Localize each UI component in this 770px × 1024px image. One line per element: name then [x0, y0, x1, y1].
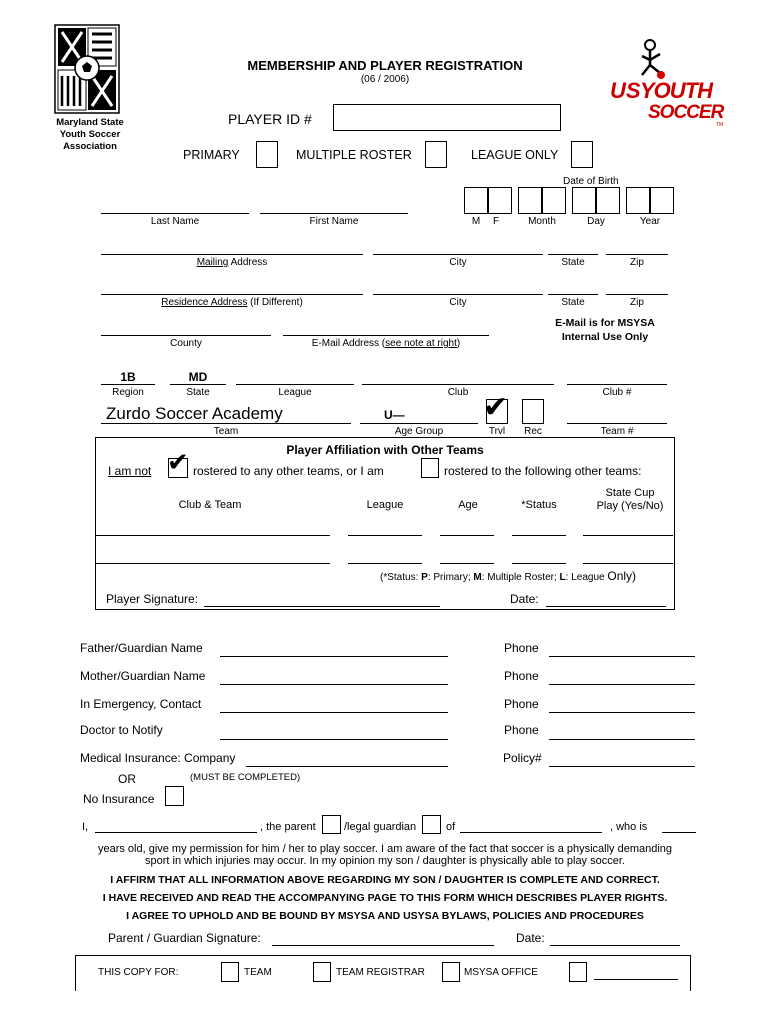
- day-label: Day: [587, 216, 605, 227]
- father-field[interactable]: [220, 656, 448, 657]
- must-complete-label: (MUST BE COMPLETED): [190, 772, 301, 783]
- doctor-phone-label: Phone: [504, 723, 539, 737]
- mailing-zip-label: Zip: [630, 257, 644, 268]
- affiliation-row2-status[interactable]: [512, 563, 566, 564]
- residence-city-field[interactable]: [373, 294, 543, 295]
- us-youth-soccer-logo: [608, 38, 728, 132]
- club-number-label: Club #: [602, 387, 632, 398]
- consent-legal-guardian: /legal guardian: [344, 821, 417, 833]
- no-insurance-label: No Insurance: [83, 792, 155, 806]
- residence-zip-field[interactable]: [606, 294, 668, 295]
- gender-f-box[interactable]: [488, 187, 512, 214]
- residence-city-label: City: [449, 297, 467, 308]
- m-label: M: [471, 216, 481, 227]
- player-signature-label: Player Signature:: [106, 592, 199, 606]
- rostered-any-label: rostered to any other teams, or I am: [193, 464, 384, 478]
- mailing-address-field[interactable]: [101, 254, 363, 255]
- state-field[interactable]: [170, 384, 226, 385]
- email-label: E-Mail Address (see note at right): [311, 338, 461, 349]
- residence-state-field[interactable]: [548, 294, 598, 295]
- policy-label: Policy#: [503, 751, 542, 765]
- emergency-phone-label: Phone: [504, 697, 539, 711]
- logo-us: US: [610, 78, 641, 103]
- copy-registrar-label: TEAM REGISTRAR: [336, 967, 425, 978]
- consent-i: I,: [82, 821, 89, 833]
- dob-year-box-2[interactable]: [650, 187, 674, 214]
- multiple-roster-checkbox[interactable]: [425, 141, 447, 168]
- age-group-field[interactable]: [360, 423, 478, 424]
- consent-of: of: [446, 821, 456, 833]
- logo-youth: YOUTH: [640, 78, 712, 103]
- age-group-label: Age Group: [394, 426, 444, 437]
- copy-team-label: TEAM: [244, 967, 272, 978]
- affiliation-title: Player Affiliation with Other Teams: [286, 443, 484, 457]
- col-age: Age: [458, 499, 478, 511]
- league-only-checkbox[interactable]: [571, 141, 593, 168]
- org-name-line2: Youth Soccer: [59, 129, 121, 140]
- league-label: League: [278, 387, 312, 398]
- month-label: Month: [528, 216, 556, 227]
- no-insurance-checkbox[interactable]: [165, 786, 184, 806]
- affiliation-row2-league[interactable]: [348, 563, 422, 564]
- league-field[interactable]: [236, 384, 354, 385]
- player-signature-field[interactable]: [204, 606, 440, 607]
- i-am-not-label: I am not: [108, 464, 152, 478]
- travel-label: Trvl: [488, 426, 506, 437]
- org-name-line3: Association: [63, 141, 117, 152]
- father-label: Father/Guardian Name: [80, 641, 203, 655]
- affiliation-row1-club[interactable]: [96, 535, 330, 536]
- consent-paragraph: years old, give my permission for him / her to play soccer. I am aware of the fact that soccer is a physically demanding sport in which injuries may occur. In my opinion my son / daughter is physically able to play soccer.: [97, 843, 673, 867]
- player-date-field[interactable]: [546, 606, 666, 607]
- multiple-roster-label: MULTIPLE ROSTER: [296, 148, 412, 162]
- rostered-following-label: rostered to the following other teams:: [444, 464, 642, 478]
- club-label: Club: [447, 387, 469, 398]
- affiliation-row2-age[interactable]: [440, 563, 494, 564]
- copy-team-checkbox[interactable]: [221, 962, 239, 982]
- region-field[interactable]: [101, 384, 155, 385]
- mailing-city-field[interactable]: [373, 254, 543, 255]
- rec-label: Rec: [524, 426, 542, 437]
- team-value: Zurdo Soccer Academy: [106, 404, 283, 423]
- dob-day-box-2[interactable]: [596, 187, 620, 214]
- state-value: MD: [188, 370, 208, 384]
- form-date: (06 / 2006): [360, 74, 410, 85]
- rostered-following-checkbox[interactable]: [421, 458, 439, 478]
- league-only-label: LEAGUE ONLY: [471, 148, 559, 162]
- copy-registrar-checkbox[interactable]: [313, 962, 331, 982]
- affiliation-row1-age[interactable]: [440, 535, 494, 536]
- emergency-field[interactable]: [220, 712, 448, 713]
- team-field[interactable]: [101, 423, 351, 424]
- doctor-field[interactable]: [220, 739, 448, 740]
- parent-date-label: Date:: [516, 931, 545, 945]
- affiliation-row1-league[interactable]: [348, 535, 422, 536]
- dob-month-box-2[interactable]: [542, 187, 566, 214]
- mother-phone-field[interactable]: [549, 684, 695, 685]
- team-number-label: Team #: [600, 426, 634, 437]
- dob-month-box-1[interactable]: [518, 187, 542, 214]
- col-club-team: Club & Team: [178, 499, 242, 511]
- col-league: League: [366, 499, 404, 511]
- mailing-address-label: Mailing Address: [196, 257, 268, 268]
- primary-checkbox[interactable]: [256, 141, 278, 168]
- parent-date-field[interactable]: [550, 945, 680, 946]
- last-name-field[interactable]: [101, 213, 249, 214]
- travel-check-icon: ✔: [483, 390, 509, 425]
- state-label: State: [186, 387, 210, 398]
- doctor-label: Doctor to Notify: [80, 723, 163, 737]
- copy-other-checkbox[interactable]: [569, 962, 587, 982]
- mailing-state-label: State: [561, 257, 585, 268]
- status-legend: (*Status: P: Primary; M: Multiple Roster; L: League Only): [380, 569, 637, 583]
- first-name-field[interactable]: [260, 213, 408, 214]
- first-name-label: First Name: [309, 216, 359, 227]
- county-field[interactable]: [101, 335, 271, 336]
- player-id-field[interactable]: [333, 104, 561, 131]
- mother-field[interactable]: [220, 684, 448, 685]
- father-phone-label: Phone: [504, 641, 539, 655]
- consent-age-field[interactable]: [662, 832, 696, 833]
- mailing-city-label: City: [449, 257, 467, 268]
- logo-soccer: SOCCER: [648, 102, 724, 123]
- county-label: County: [170, 338, 202, 349]
- region-label: Region: [112, 387, 144, 398]
- copy-for-label: THIS COPY FOR:: [98, 967, 179, 978]
- team-number-field[interactable]: [567, 423, 667, 424]
- player-id-label: PLAYER ID #: [228, 111, 312, 127]
- col-state-cup: State Cup Play (Yes/No): [596, 487, 664, 512]
- last-name-label: Last Name: [150, 216, 200, 227]
- parent-checkbox[interactable]: [322, 815, 341, 834]
- emergency-label: In Emergency, Contact: [80, 697, 202, 711]
- or-label: OR: [118, 772, 136, 786]
- email-field[interactable]: [283, 335, 489, 336]
- parent-signature-field[interactable]: [272, 945, 494, 946]
- mother-label: Mother/Guardian Name: [80, 669, 206, 683]
- doctor-phone-field[interactable]: [549, 739, 695, 740]
- email-note: E-Mail is for MSYSA Internal Use Only: [555, 317, 655, 343]
- copy-office-checkbox[interactable]: [442, 962, 460, 982]
- affirmation-block: I AFFIRM THAT ALL INFORMATION ABOVE REGARDING MY SON / DAUGHTER IS COMPLETE AND CORRECT. I HAVE RECEIVED AND READ THE ACCOMPANYING PAGE TO THIS FORM WHICH DESCRIBES PLAYER RIGHTS. I AGREE TO UPHOLD AND BE BOUND BY MSYSA AND USYSA BYLAWS, POLICIES AND PROCEDURES: [102, 874, 668, 922]
- copy-other-field[interactable]: [594, 979, 678, 980]
- policy-field[interactable]: [549, 766, 695, 767]
- form-title: MEMBERSHIP AND PLAYER REGISTRATION: [247, 58, 523, 73]
- msysa-logo: [54, 24, 120, 114]
- dob-label: Date of Birth: [563, 176, 619, 187]
- residence-state-label: State: [561, 297, 585, 308]
- f-label: F: [492, 216, 500, 227]
- mailing-zip-field[interactable]: [606, 254, 668, 255]
- region-value: 1B: [120, 370, 136, 384]
- affiliation-row1-cup[interactable]: [583, 535, 673, 536]
- col-status: *Status: [521, 499, 557, 511]
- legal-guardian-checkbox[interactable]: [422, 815, 441, 834]
- consent-the-parent: , the parent: [260, 821, 316, 833]
- residence-address-field[interactable]: [101, 294, 363, 295]
- year-label: Year: [639, 216, 661, 227]
- consent-who-is: , who is: [610, 821, 648, 833]
- residence-address-label: Residence Address (If Different): [161, 297, 303, 308]
- residence-zip-label: Zip: [630, 297, 644, 308]
- medical-insurance-label: Medical Insurance: Company: [80, 751, 236, 765]
- parent-signature-label: Parent / Guardian Signature:: [108, 931, 261, 945]
- affiliation-row2-cup[interactable]: [583, 563, 673, 564]
- youth-player-icon: [608, 38, 728, 82]
- affiliation-row1-status[interactable]: [512, 535, 566, 536]
- age-group-value: U—: [384, 408, 405, 422]
- insurance-company-field[interactable]: [246, 766, 448, 767]
- consent-child-name-field[interactable]: [460, 832, 602, 833]
- consent-parent-name-field[interactable]: [95, 832, 257, 833]
- org-name-line1: Maryland State: [56, 117, 124, 128]
- dob-year-box-1[interactable]: [626, 187, 650, 214]
- player-date-label: Date:: [510, 592, 539, 606]
- primary-label: PRIMARY: [183, 148, 240, 162]
- not-rostered-check-icon: ✔: [167, 448, 189, 478]
- gender-m-box[interactable]: [464, 187, 488, 214]
- team-label: Team: [213, 426, 239, 437]
- emergency-phone-field[interactable]: [549, 712, 695, 713]
- logo-tm: TM: [716, 122, 724, 128]
- dob-day-box-1[interactable]: [572, 187, 596, 214]
- club-number-field[interactable]: [567, 384, 667, 385]
- club-field[interactable]: [362, 384, 554, 385]
- copy-office-label: MSYSA OFFICE: [464, 967, 538, 978]
- recreational-checkbox[interactable]: [522, 399, 544, 424]
- father-phone-field[interactable]: [549, 656, 695, 657]
- mailing-state-field[interactable]: [548, 254, 598, 255]
- mother-phone-label: Phone: [504, 669, 539, 683]
- affiliation-row2-club[interactable]: [96, 563, 330, 564]
